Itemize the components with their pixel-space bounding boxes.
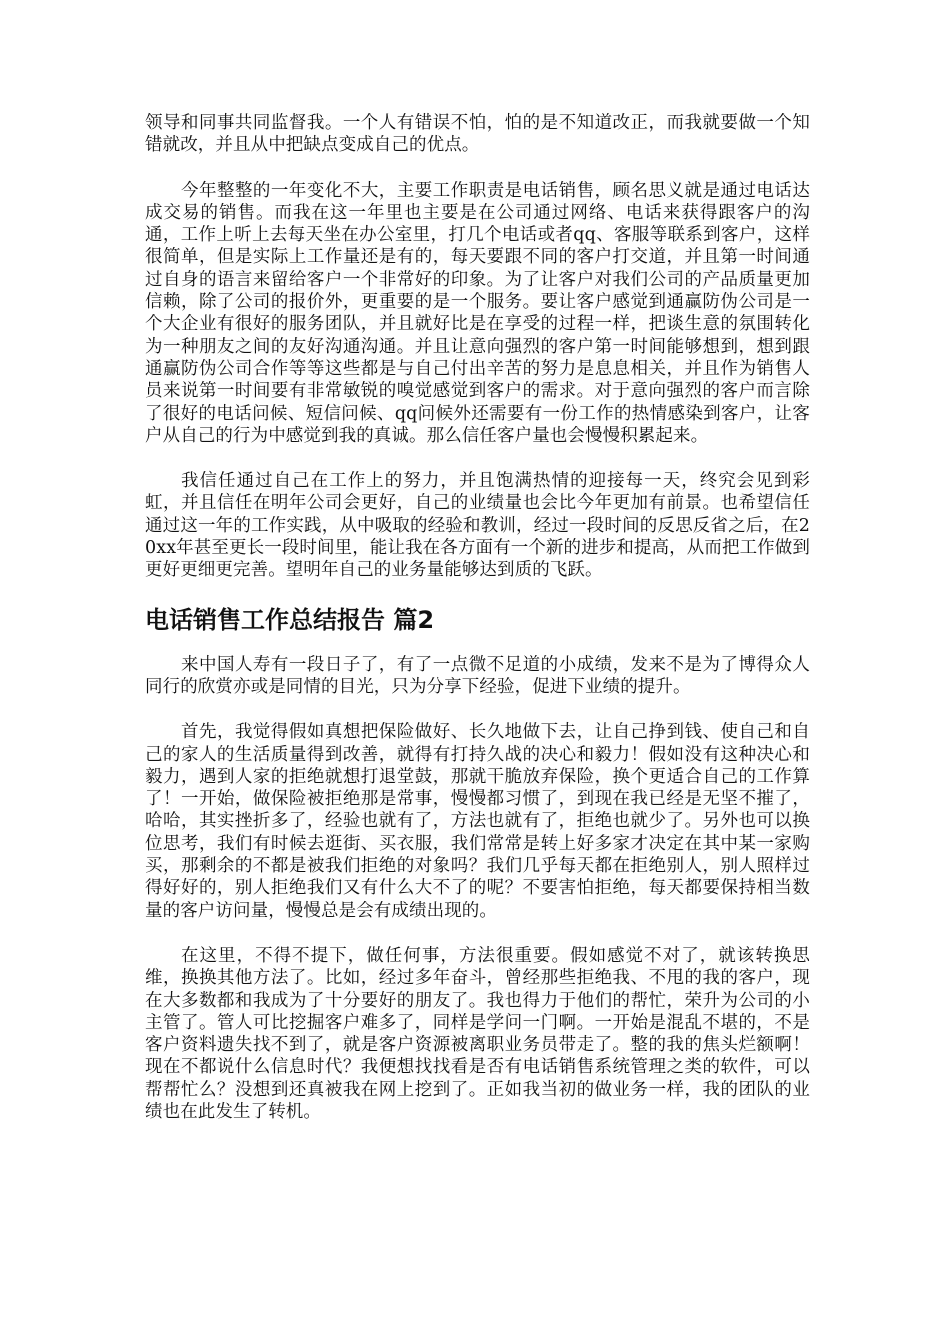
- paragraph-continuation: 领导和同事共同监督我。一个人有错误不怕，怕的是不知道改正，而我就要做一个知错就改，并且从中把缺点变成自己的优点。: [145, 113, 810, 156]
- paragraph-persistence: 首先，我觉得假如真想把保险做好、长久地做下去，让自己挣到钱、使自己和自己的家人的生活质量得到改善，就得有打持久战的决心和毅力！假如没有这种决心和毅力，遇到人家的拒绝就想打退堂鼓，那就干脆放弃保险，换个更适合自己的工作算了！一开始，做保险被拒绝那是常事，慢慢都习惯了，到现在我已经是无坚不摧了，哈哈，其实挫折多了，经验也就有了，方法也就有了，拒绝也就少了。另外也可以换位思考，我们有时候去逛街、买衣服，我们常常是转上好多家才决定在其中某一家购买，那剩余的不都是被我们拒绝的对象吗？我们几乎每天都在拒绝别人，别人照样过得好好的，别人拒绝我们又有什么大不了的呢？不要害怕拒绝，每天都要保持相当数量的客户访问量，慢慢总是会有成绩出现的。: [145, 722, 810, 921]
- paragraph-gap: [145, 447, 810, 470]
- paragraph-gap: [145, 922, 810, 945]
- paragraph-outlook: 我信任通过自己在工作上的努力，并且饱满热情的迎接每一天，终究会见到彩虹，并且信任在明年公司会更好，自己的业绩量也会比今年更加有前景。也希望信任通过这一年的工作实践，从中吸取的经验和教训，经过一段时间的反思反省之后，在20xx年甚至更长一段时间里，能让我在各方面有一个新的进步和提高，从而把工作做到更好更细更完善。望明年自己的业务量能够达到质的飞跃。: [145, 471, 810, 581]
- paragraph-gap: [145, 157, 810, 180]
- document-page: [145, 112, 810, 1123]
- paragraph-methods: 在这里，不得不提下，做任何事，方法很重要。假如感觉不对了，就该转换思维，换换其他方法了。比如，经过多年奋斗，曾经那些拒绝我、不甩的我的客户，现在大多数都和我成为了十分要好的朋友了。我也得力于他们的帮忙，荣升为公司的小主管了。管人可比挖掘客户难多了，同样是学问一门啊。一开始是混乱不堪的，不是客户资料遗失找不到了，就是客户资源被离职业务员带走了。整的我的焦头烂额啊！现在不都说什么信息时代？我便想找找看是否有电话销售系统管理之类的软件，可以帮帮忙么？没想到还真被我在网上挖到了。正如我当初的做业务一样，我的团队的业绩也在此发生了转机。: [145, 945, 810, 1122]
- paragraph-intro: 来中国人寿有一段日子了，有了一点微不足道的小成绩，发来不是为了博得众人同行的欣赏亦或是同情的目光，只为分享下经验，促进下业绩的提升。: [145, 654, 810, 697]
- section-heading: 电话销售工作总结报告 篇2: [145, 605, 435, 634]
- paragraph-work-duties: 今年整整的一年变化不大，主要工作职责是电话销售，顾名思义就是通过电话达成交易的销售。而我在这一年里也主要是在公司通过网络、电话来获得跟客户的沟通，工作上听上去每天坐在办公室里，打几个电话或者qq、客服等联系到客户，这样很简单，但是实际上工作量还是有的，每天要跟不同的客户打交道，并且第一时间通过自身的语言来留给客户一个非常好的印象。为了让客户对我们公司的产品质量更加信赖，除了公司的报价外，更重要的是一个服务。要让客户感觉到通赢防伪公司是一个大企业有很好的服务团队，并且就好比是在享受的过程一样，把谈生意的氛围转化为一种朋友之间的友好沟通沟通。并且让意向强烈的客户第一时间能够想到，想到跟通赢防伪公司合作等等这些都是与自己付出辛苦的努力是息息相关，并且作为销售人员来说第一时间要有非常敏锐的嗅觉感觉到客户的需求。对于意向强烈的客户而言除了很好的电话问候、短信问候、qq问候外还需要有一份工作的热情感染到客户，让客户从自己的行为中感觉到我的真诚。那么信任客户量也会慢慢积累起来。: [145, 180, 810, 446]
- paragraph-gap: [145, 698, 810, 721]
